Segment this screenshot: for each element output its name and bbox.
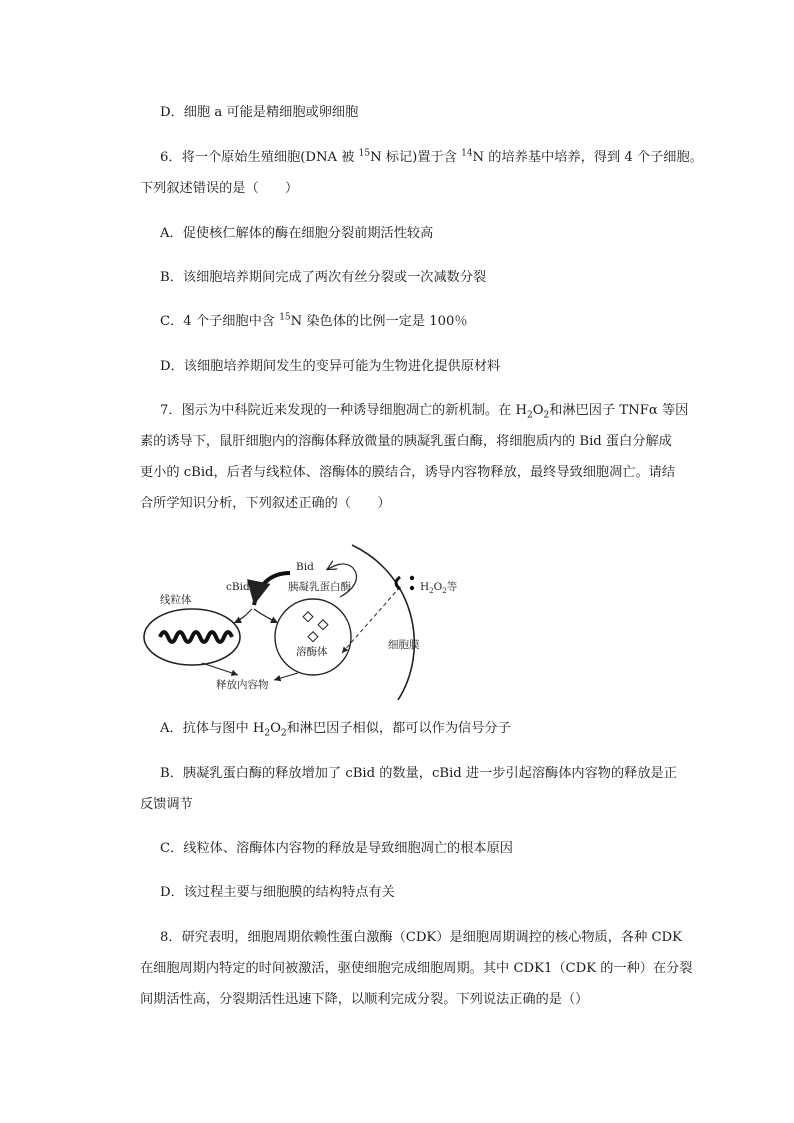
bid-to-cbid-arrow	[254, 573, 290, 605]
q7-option-b-line2: 反馈调节	[140, 797, 193, 812]
lysosome-shape	[275, 599, 351, 675]
q6-stem-line2: 下列叙述错误的是（ ）	[140, 181, 299, 196]
q7-stem-line3: 更小的 cBid，后者与线粒体、溶酶体的膜结合，诱导内容物释放，最终导致细胞凋亡。请结	[140, 465, 676, 480]
lysosome-release-arrow	[274, 673, 298, 680]
q8-stem-line3: 间期活性高，分裂期活性迅速下降，以顺利完成分裂。下列说法正确的是（）	[140, 992, 589, 1007]
label-cbid: cBid	[226, 581, 250, 593]
cbid-to-lysosome-arrow	[254, 609, 278, 623]
label-enzyme: 胰凝乳蛋白酶	[288, 581, 351, 593]
label-release: 释放内容物	[216, 679, 269, 691]
cbid-to-mitochondrion-arrow	[234, 609, 252, 623]
enzyme-particle	[303, 612, 313, 622]
enzyme-particle	[318, 620, 328, 630]
q7-option-d: D．该过程主要与细胞膜的结构特点有关	[160, 885, 395, 900]
q7-option-b-line1: B．胰凝乳蛋白酶的释放增加了 cBid 的数量，cBid 进一步引起溶酶体内容物的释放是正	[160, 766, 677, 781]
q8-stem-line1: 8．研究表明，细胞周期依赖性蛋白激酶（CDK）是细胞周期调控的核心物质，各种 CDK	[160, 930, 682, 945]
q7-option-a: A．抗体与图中 $H_2O_2$和淋巴因子相似，都可以作为信号分子	[160, 721, 511, 739]
enzyme-particle	[308, 632, 318, 642]
q6-option-d: D．该细胞培养期间发生的变异可能为生物进化提供原材料	[160, 359, 501, 374]
label-lysosome: 溶酶体	[296, 646, 328, 658]
q8-stem-line2: 在细胞周期内特定的时间被激活，驱使细胞完成细胞周期。其中 CDK1（CDK 的一种）在分裂	[140, 961, 693, 976]
q7-stem-line2: 素的诱导下，鼠肝细胞内的溶酶体释放微量的胰凝乳蛋白酶，将细胞质内的 Bid 蛋白分解成	[140, 434, 672, 449]
q5-option-d: D．细胞 a 可能是精细胞或卵细胞	[160, 105, 359, 120]
label-h2o2: $H_2O_2$等	[420, 581, 458, 595]
q6-option-a: A．促使核仁解体的酶在细胞分裂前期活性较高	[160, 226, 434, 241]
signal-molecule	[410, 576, 414, 580]
receptor-icon	[396, 577, 400, 589]
q7-stem-line1: 7．图示为中科院近来发现的一种诱导细胞凋亡的新机制。在 $H_2O_2$和淋巴因子 TNFα 等因	[160, 403, 689, 421]
q6-option-b: B．该细胞培养期间完成了两次有丝分裂或一次减数分裂	[160, 270, 487, 285]
apoptosis-mechanism-diagram	[130, 535, 480, 700]
cell-membrane-line	[352, 545, 414, 700]
mitochondrion-release-arrow	[202, 663, 238, 675]
mitochondrion-cristae	[160, 632, 232, 642]
signal-molecule	[410, 586, 414, 590]
label-mitochondrion: 线粒体	[160, 594, 192, 606]
q7-option-c: C．线粒体、溶酶体内容物的释放是导致细胞凋亡的根本原因	[160, 841, 513, 856]
label-bid: Bid	[296, 561, 314, 573]
q7-stem-line4: 合所学知识分析，下列叙述正确的（ ）	[140, 496, 391, 511]
q6-stem-line1: 6．将一个原始生殖细胞(DNA 被 $^{15}$N 标记)置于含 $^{14}$N 的培养基中培养，得到 4 个子细胞。	[160, 148, 703, 165]
q6-option-c: C．4 个子细胞中含 $^{15}$N 染色体的比例一定是 100％	[160, 312, 468, 329]
label-cell-membrane: 细胞膜	[388, 639, 420, 651]
